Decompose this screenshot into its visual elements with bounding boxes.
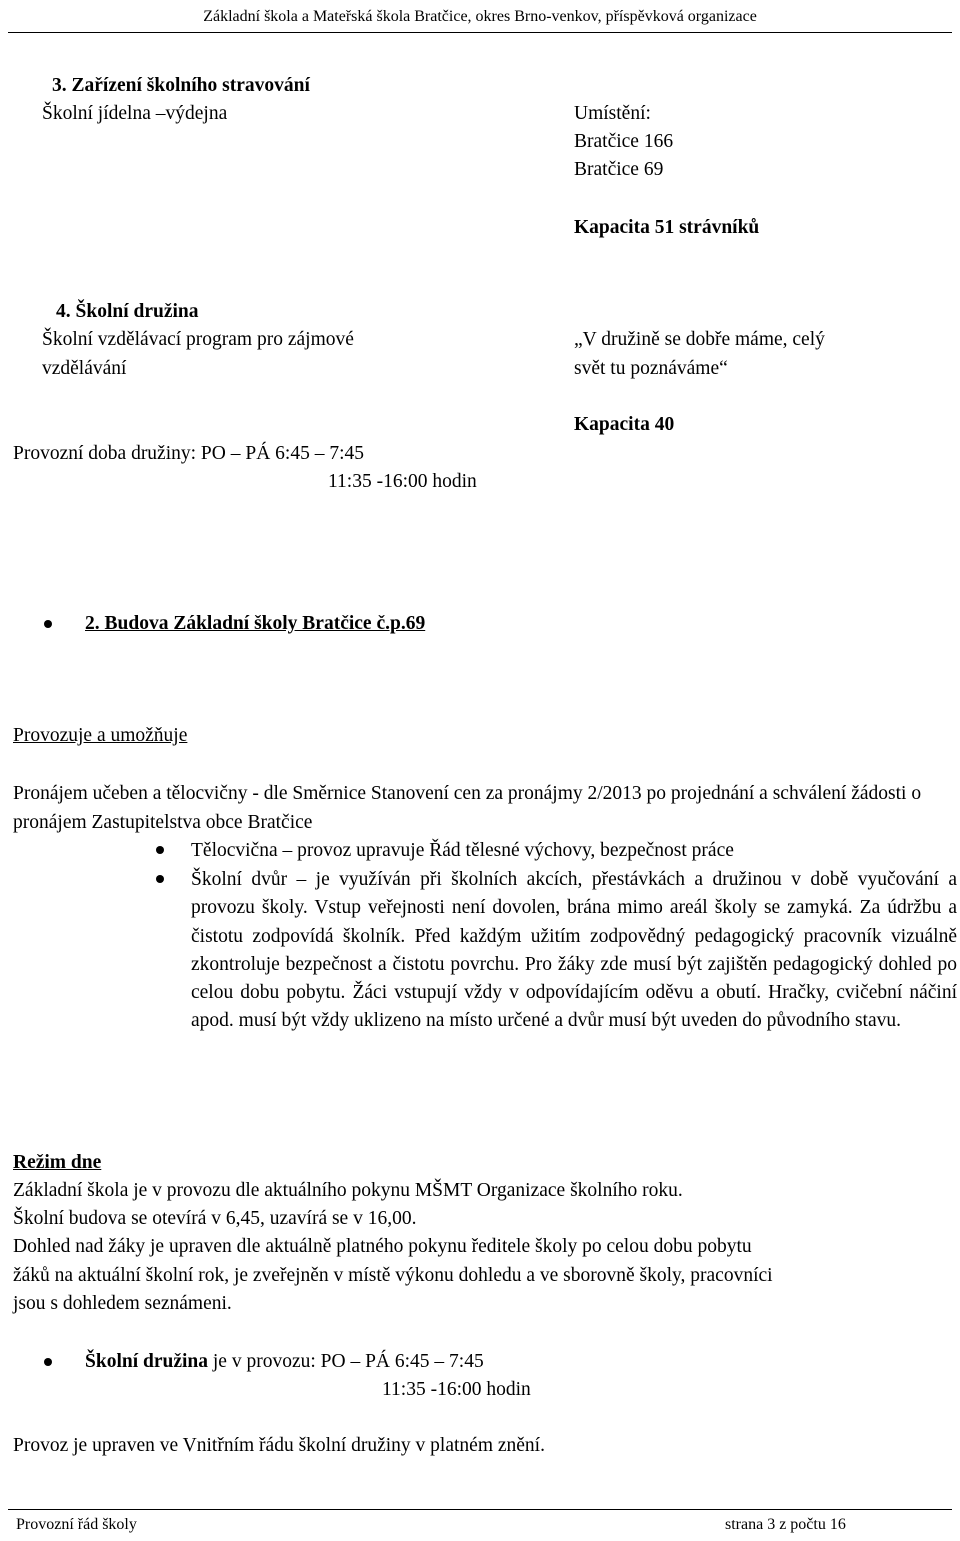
motto-line-2: svět tu poznáváme“ xyxy=(574,358,728,379)
footer-left: Provozní řád školy xyxy=(16,1516,137,1533)
rules-line: Provoz je upraven ve Vnitřním řádu školní družiny v platném znění. xyxy=(13,1435,545,1456)
club-hours-line-2: 11:35 -16:00 hodin xyxy=(328,471,477,492)
club-operation-hours-2: 11:35 -16:00 hodin xyxy=(382,1379,531,1400)
gym-item: Tělocvična – provoz upravuje Řád tělesné výchovy, bezpečnost práce xyxy=(191,840,734,861)
bullet-icon xyxy=(156,875,164,883)
club-operation-hours: je v provozu: PO – PÁ 6:45 – 7:45 xyxy=(208,1351,484,1372)
bullet-icon xyxy=(44,1358,52,1366)
location-2: Bratčice 69 xyxy=(574,159,664,180)
daily-line-4: žáků na aktuální školní rok, je zveřejněn v místě výkonu dohledu a ve sborovně školy, pracovníci xyxy=(13,1265,773,1286)
daily-line-5: jsou s dohledem seznámeni. xyxy=(13,1293,232,1314)
page-header: Základní škola a Mateřská škola Bratčice, okres Brno-venkov, příspěvková organizace xyxy=(8,2,952,33)
motto-line-1: „V družině se dobře máme, celý xyxy=(574,329,825,350)
building-heading: 2. Budova Základní školy Bratčice č.p.69 xyxy=(85,613,426,634)
club-operation-line xyxy=(85,1348,484,1376)
canteen-capacity: Kapacita 51 strávníků xyxy=(574,217,760,238)
bullet-icon xyxy=(44,620,52,628)
page-footer xyxy=(8,1509,952,1538)
rental-text: Pronájem učeben a tělocvičny - dle Směrnice Stanovení cen za pronájmy 2/2013 po projednání a schválení žádosti o pronájem Zastupitelstva obce Bratčice xyxy=(13,783,922,833)
canteen-name: Školní jídelna –výdejna xyxy=(42,103,228,124)
program-line-1: Školní vzdělávací program pro zájmové xyxy=(42,329,354,350)
bullet-icon xyxy=(156,846,164,854)
daily-line-3: Dohled nad žáky je upraven dle aktuálně platného pokynu ředitele školy po celou dobu pobytu xyxy=(13,1236,752,1257)
section-3-title: 3. Zařízení školního stravování xyxy=(52,75,310,96)
yard-item: Školní dvůr – je využíván při školních akcích, přestávkách a družinou v době vyučování a provozu školy. Vstup veřejnosti není dovolen, brána mimo areál školy se zamyká. Za údržbu a čistotu zodpovídá školník. Před každým užitím zodpovědný pedagogický pracovník vizuálně zkontroluje bezpečnost a čistotu povrchu. Pro žáky zde musí být zajištěn pedagogický dohled po celou dobu pobytu. Žáci vstupují vždy v odpovídajícím oděvu a obutí. Hračky, cvičební náčiní apod. musí být vždy uklizeno na místo určené a dvůr musí být uveden do původního stavu. xyxy=(191,869,957,1032)
daily-heading: Režim dne xyxy=(13,1152,102,1173)
operates-heading: Provozuje a umožňuje xyxy=(13,725,188,746)
club-capacity: Kapacita 40 xyxy=(574,414,675,435)
location-1: Bratčice 166 xyxy=(574,131,674,152)
daily-line-2: Školní budova se otevírá v 6,45, uzavírá se v 16,00. xyxy=(13,1208,417,1229)
footer-page-number: strana 3 z počtu 16 xyxy=(725,1516,846,1533)
program-line-2: vzdělávání xyxy=(42,358,127,379)
club-operation-bold: Školní družina xyxy=(85,1351,209,1372)
daily-line-1: Základní škola je v provozu dle aktuálního pokynu MŠMT Organizace školního roku. xyxy=(13,1180,683,1201)
club-hours-line-1: Provozní doba družiny: PO – PÁ 6:45 – 7:45 xyxy=(13,443,364,464)
location-label: Umístění: xyxy=(574,103,651,124)
section-4-title: 4. Školní družina xyxy=(56,301,199,322)
